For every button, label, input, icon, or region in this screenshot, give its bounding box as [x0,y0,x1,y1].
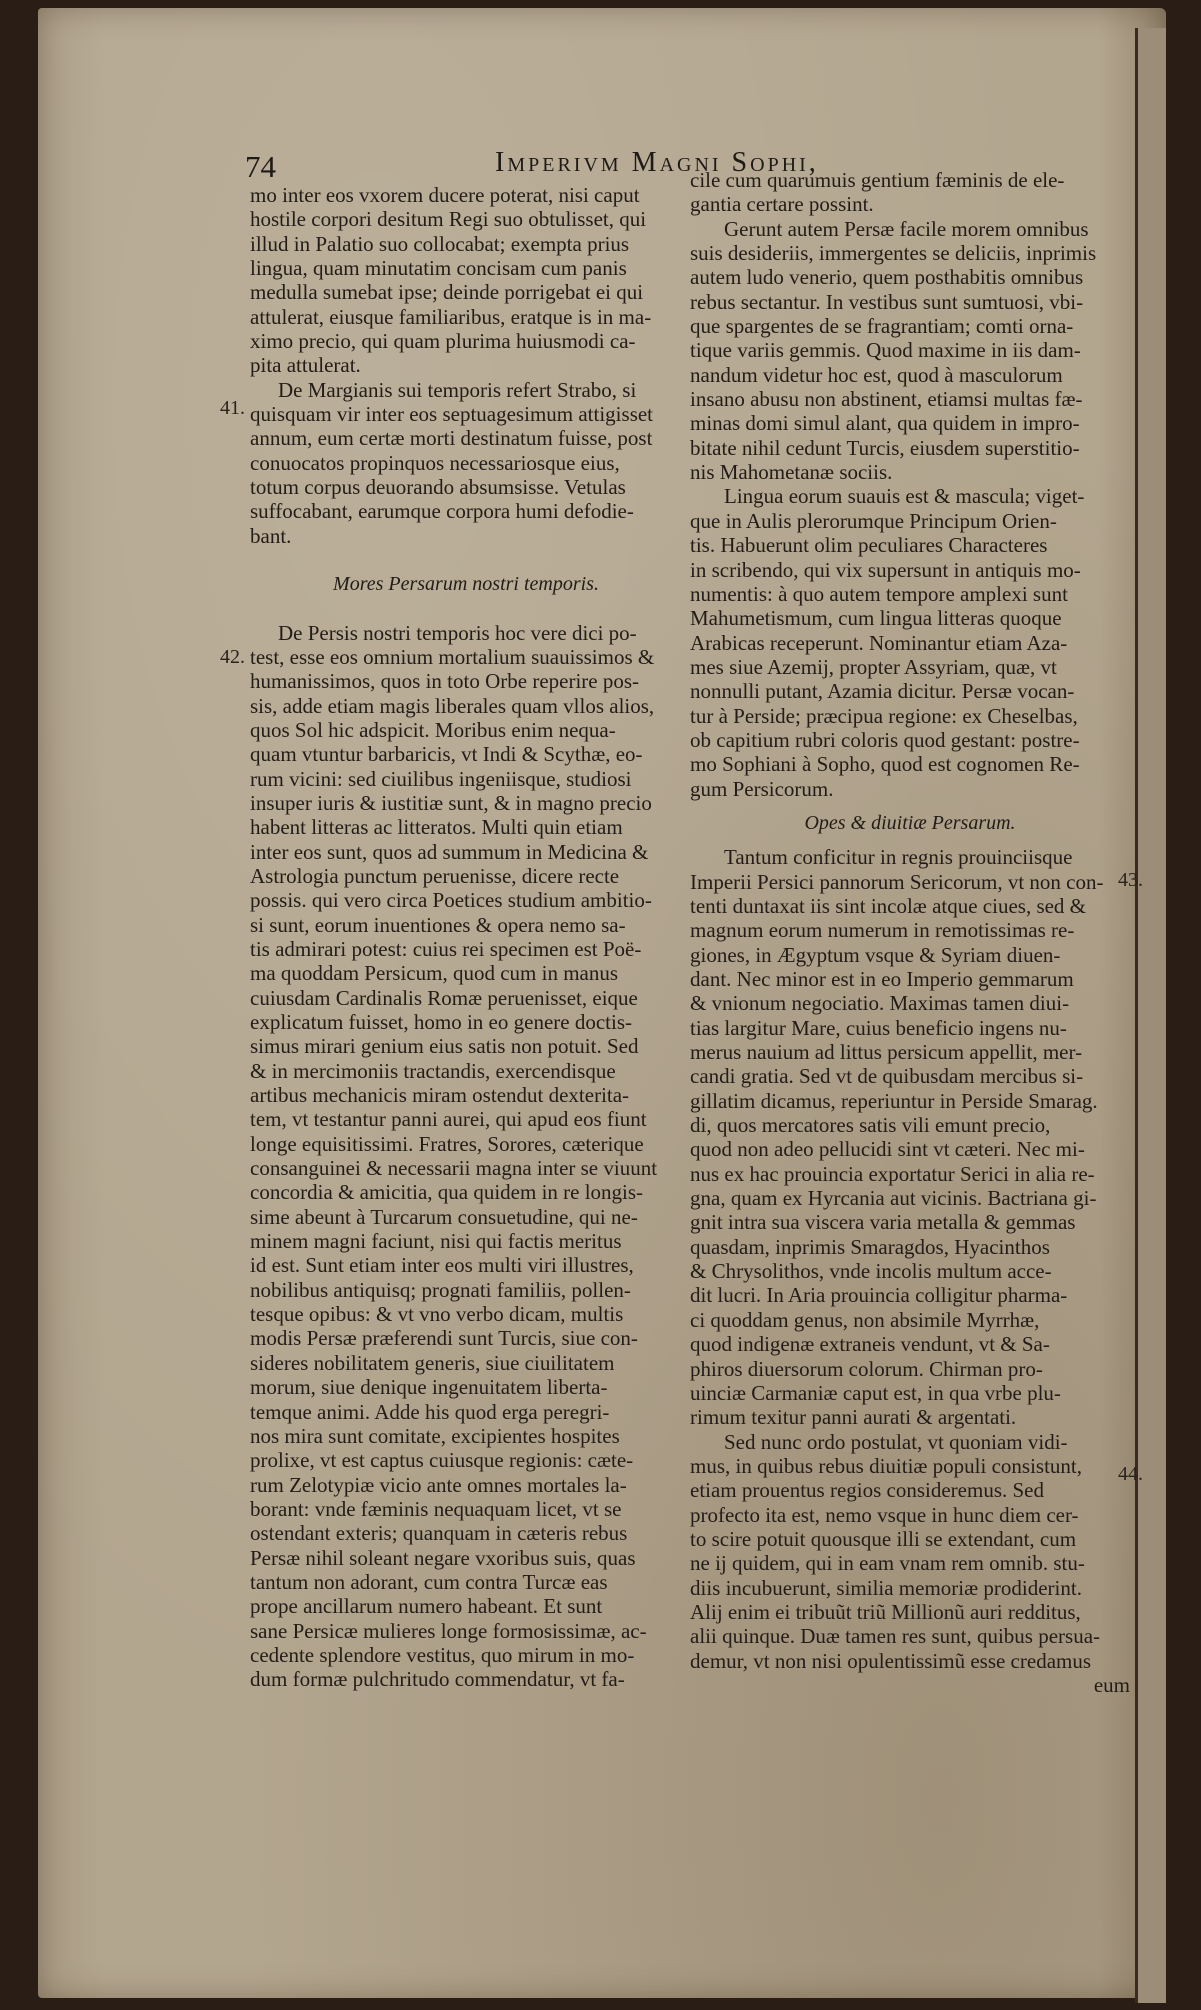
text-line: habent litteras ac litteratos. Multi quin etiam [250,815,623,840]
spacer [250,548,682,572]
text-line: suffocabant, earumque corpora humi defodie- [250,499,634,524]
text-line: tenti duntaxat iis sint incolæ atque ciues, sed & [690,893,1087,918]
text-line: quam vtuntur barbaricis, vt Indi & Scythæ, eo- [250,742,643,767]
margin-number-42: 42. [220,646,245,668]
text-line: attulerat, eiusque familiaribus, eratque is in ma- [250,304,652,329]
text-line: ostendant exteris; quanquam in cæteris rebus [250,1521,628,1546]
text-line: di, quos mercatores satis vili emunt precio, [690,1113,1051,1138]
text-line: pita attulerat. [250,353,361,378]
text-line: insano abusu non abstinent, etiamsi multas fæ- [690,387,1083,412]
text-line: tis admirari potest: cuius rei specimen est Poë- [250,936,642,961]
text-line: bitate nihil cedunt Turcis, eiusdem superstitio- [690,435,1080,460]
margin-number-41: 41. [220,397,245,419]
text-line: explicatum fuisset, homo in eo genere doctis- [250,1010,632,1034]
text-line: artibus mechanicis miram ostendut dexterita- [250,1083,630,1108]
text-line: sane Persicæ mulieres longe formosissimæ, ac- [250,1618,647,1643]
paragraph-42 [250,621,682,1692]
paragraph-43 [690,845,1130,1429]
text-line: Arabicas receperunt. Nominantur etiam Aza- [690,630,1068,655]
text-line: que spargentes de se fragrantiam; comti orna- [690,314,1074,339]
text-line: profecto ita est, nemo vsque in hunc diem cer- [690,1502,1079,1527]
text-line: inter eos sunt, quos ad summum in Medicina & [250,839,649,864]
paragraph-continued [690,168,1130,217]
text-line: magnum eorum numerum in remotissimas re- [690,918,1075,943]
margin-number-44: 44. [1118,1463,1143,1485]
text-line: borant: vnde fæminis nequaquam licet, vt se [250,1496,622,1521]
left-column [250,183,682,1692]
page-number: 74 [245,149,276,184]
text-line: gum Persicorum. [690,776,834,801]
text-line: quos Sol hic adspicit. Moribus enim nequa- [250,717,616,742]
text-line: rum Zelotypiæ vicio ante omnes mortales la- [250,1472,627,1497]
next-page-edge [1135,28,1166,2003]
text-line: merus nauium ad littus persicum appellit, mer- [690,1040,1083,1065]
text-line: De Margianis sui temporis refert Strabo, si [278,377,637,402]
text-line: minas domi simul alant, qua quidem in impro- [690,411,1080,436]
text-line: illud in Palatio suo collocabat; exempta prius [250,231,630,256]
text-line: Imperii Persici pannorum Sericorum, vt non con- [690,869,1104,894]
text-line: cile cum quarumuis gentium fæminis de ele- [690,168,1065,192]
text-line: sime abeunt à Turcarum consuetudine, qui ne- [250,1204,638,1229]
text-line: rum vicini: sed ciuilibus ingeniisque, studiosi [250,766,632,791]
text-line: Tantum conficitur in regnis prouinciisque [724,845,1073,870]
text-line: rimum texitur panni aurati & argentati. [690,1405,1017,1430]
text-line: quod non adeo pellucidi sint vt cæteri. Nec mi- [690,1137,1085,1162]
paragraph-44 [690,1430,1130,1673]
text-line: rebus sectantur. In vestibus sunt sumtuosi, vbi- [690,289,1084,314]
text-line: De Persis nostri temporis hoc vere dici po- [278,620,637,645]
text-line: mo Sophiani à Sopho, quod est cognomen Re- [690,752,1080,777]
text-line: mes siue Azemij, propter Assyriam, quæ, vt [690,654,1057,679]
text-line: cedente splendore vestitus, quo mirum in mo- [250,1642,635,1667]
text-line: possis. qui vero circa Poetices studium ambitio- [250,888,652,913]
text-line: Astrologia punctum peruenisse, dicere recte [250,863,620,888]
text-line: consanguinei & necessarii magna inter se viuunt [250,1156,658,1181]
right-column [690,168,1130,1697]
text-line: to scire potuit quousque illi se extendant, cum [690,1526,1077,1551]
text-line: nis Mahometanæ sociis. [690,460,893,485]
text-line: ximo precio, qui quam plurima huiusmodi ca- [250,329,636,354]
text-line: quasdam, inprimis Smaragdos, Hyacinthos [690,1234,1050,1259]
text-line: tique variis gemmis. Quod maxime in iis dam- [690,338,1081,363]
paragraph-continued [250,183,682,378]
section-heading: Opes & diuitiæ Persarum. [804,811,1016,834]
text-line: simus mirari genium eius satis non potuit. Sed [250,1034,639,1059]
text-line: tur à Perside; præcipua regione: ex Cheselbas, [690,703,1078,728]
text-line: tesque opibus: & vt vno verbo dicam, multis [250,1302,624,1327]
text-line: tem, vt testantur panni aurei, qui apud eos fiunt [250,1107,647,1132]
text-line: mus, in quibus rebus diuitiæ populi consistunt, [690,1453,1083,1478]
text-line: demur, vt non nisi opulentissimũ esse credamus [690,1648,1092,1673]
text-line: etiam prouentus regios consideremus. Sed [690,1478,1045,1503]
text-line: minem magni faciunt, nisi qui factis meritus [250,1229,622,1254]
text-line: test, esse eos omnium mortalium suauissimos & [250,644,655,669]
text-line: concordia & amicitia, qua quidem in re longis- [250,1180,644,1205]
text-line: & vnionum negociatio. Maximas tamen diui- [690,991,1070,1016]
text-line: nobilibus antiquisq; prognati familiis, pollen- [250,1277,631,1302]
text-line: sideres nobilitatem generis, siue ciuilitatem [250,1350,615,1375]
text-line: modis Persæ præferendi sunt Turcis, siue con- [250,1326,638,1351]
text-line: medulla sumebat ipse; deinde porrigebat ei qui [250,280,644,305]
text-line: diis incubuerunt, similia memoriæ prodiderint. [690,1575,1082,1600]
text-line: prolixe, vt est captus cuiusque regionis: cæte- [250,1448,634,1473]
margin-number-43: 43. [1118,869,1143,891]
text-line: Persæ nihil soleant negare vxoribus suis, quas [250,1545,636,1570]
text-line: phiros diuersorum colorum. Chirman pro- [690,1356,1043,1381]
text-line: suis desideriis, immergentes se deliciis, inprimis [690,241,1097,266]
text-line: insuper iuris & iustitiæ sunt, & in magno precio [250,790,652,815]
text-line: Sed nunc ordo postulat, vt quoniam vidi- [724,1429,1068,1454]
text-line: sis, adde etiam magis liberales quam vllos alios, [250,693,655,718]
text-line: dum formæ pulchritudo commendatur, vt fa- [250,1667,625,1692]
spacer [690,835,1130,845]
text-line: que in Aulis plerorumque Principum Orien- [690,508,1057,533]
text-line: mo inter eos vxorem ducere poterat, nisi caput [250,183,640,207]
spacer [250,597,682,621]
text-line: & Chrysolithos, vnde incolis multum acce- [690,1259,1052,1284]
text-line: uinciæ Carmaniæ caput est, in qua vrbe plu- [690,1380,1061,1405]
text-line: Alij enim ei tribuũt triũ Millionũ auri redditus, [690,1599,1081,1624]
text-line: dit lucri. In Aria prouincia colligitur pharma- [690,1283,1068,1308]
text-line: totum corpus deuorando absumsisse. Vetulas [250,475,626,500]
text-line: si sunt, eorum inuentiones & opera nemo sa- [250,912,626,937]
text-line: hostile corpori desitum Regi suo obtulisset, qui [250,207,647,232]
text-line: Lingua eorum suauis est & mascula; viget- [724,484,1085,509]
paragraph-41 [250,378,682,548]
spacer [690,801,1130,811]
text-line: nandum videtur hoc est, quod à masculorum [690,362,1063,387]
text-line: gna, quam ex Hyrcania aut vicinis. Bactriana gi- [690,1186,1097,1211]
catchword: eum [1093,1672,1130,1697]
text-line: candi gratia. Sed vt de quibusdam mercibus si- [690,1064,1084,1089]
text-line: gillatim dicamus, reperiuntur in Perside Smarag. [690,1088,1098,1113]
text-line: ob capitium rubri coloris quod gestant: postre- [690,727,1080,752]
text-line: numentis: à quo autem tempore amplexi sunt [690,581,1068,606]
text-line: gnit intra sua viscera varia metalla & gemmas [690,1210,1076,1235]
text-line: in scribendo, qui vix supersunt in antiquis mo- [690,557,1081,582]
text-line: prope ancillarum numero habeant. Et sunt [250,1594,603,1619]
text-line: tantum non adorant, cum contra Turcæ eas [250,1569,608,1594]
text-line: id est. Sunt etiam inter eos multi viri illustres, [250,1253,634,1278]
text-line: conuocatos propinquos necessariosque eius, [250,450,620,475]
text-line: cuiusdam Cardinalis Romæ peruenisset, eique [250,985,638,1010]
text-line: tis. Habuerunt olim peculiares Characteres [690,533,1048,558]
text-line: bant. [250,523,292,548]
paragraph-lingua [690,484,1130,800]
text-line: nus ex hac prouincia exportatur Serici in alia re- [690,1161,1095,1186]
text-line: tias largitur Mare, cuius beneficio ingens nu- [690,1015,1067,1040]
running-title: Imperivm Magni Sophi, [495,147,819,178]
text-line: annum, eum certæ morti destinatum fuisse, post [250,426,653,451]
text-line: temque animi. Adde his quod erga peregri- [250,1399,610,1424]
text-line: ci quoddam genus, non absimile Myrrhæ, [690,1307,1040,1332]
text-line: humanissimos, quos in toto Orbe reperire pos- [250,669,640,694]
paragraph-gerunt [690,217,1130,485]
text-line: & in mercimoniis tractandis, exercendisque [250,1058,616,1083]
section-heading: Mores Persarum nostri temporis. [333,573,599,596]
text-line: ne ij quidem, qui in eam vnam rem omnib. stu- [690,1551,1085,1576]
text-line: alii quinque. Duæ tamen res sunt, quibus persua- [690,1624,1101,1649]
text-line: nos mira sunt comitate, excipientes hospites [250,1423,620,1448]
text-line: autem ludo venerio, quem posthabitis omnibus [690,265,1084,290]
text-line: quod indigenæ extraneis vendunt, vt & Sa- [690,1332,1050,1357]
text-line: ma quoddam Persicum, quod cum in manus [250,961,619,986]
text-line: nonnulli putant, Azamia dicitur. Persæ vocan- [690,679,1075,704]
text-line: lingua, quam minutatim concisam cum panis [250,256,627,281]
text-line: Mahumetismum, cum lingua litteras quoque [690,606,1062,631]
text-line: longe equisitissimi. Fratres, Sorores, cæterique [250,1131,644,1156]
text-line: gantia certare possint. [690,192,874,217]
text-line: morum, siue denique ingenuitatem liberta- [250,1375,608,1400]
text-line: dant. Nec minor est in eo Imperio gemmarum [690,967,1074,991]
text-line: quisquam vir inter eos septuagesimum attigisset [250,402,654,427]
text-line: Gerunt autem Persæ facile morem omnibus [724,216,1089,241]
text-line: giones, in Ægyptum vsque & Syriam diuen- [690,942,1061,967]
